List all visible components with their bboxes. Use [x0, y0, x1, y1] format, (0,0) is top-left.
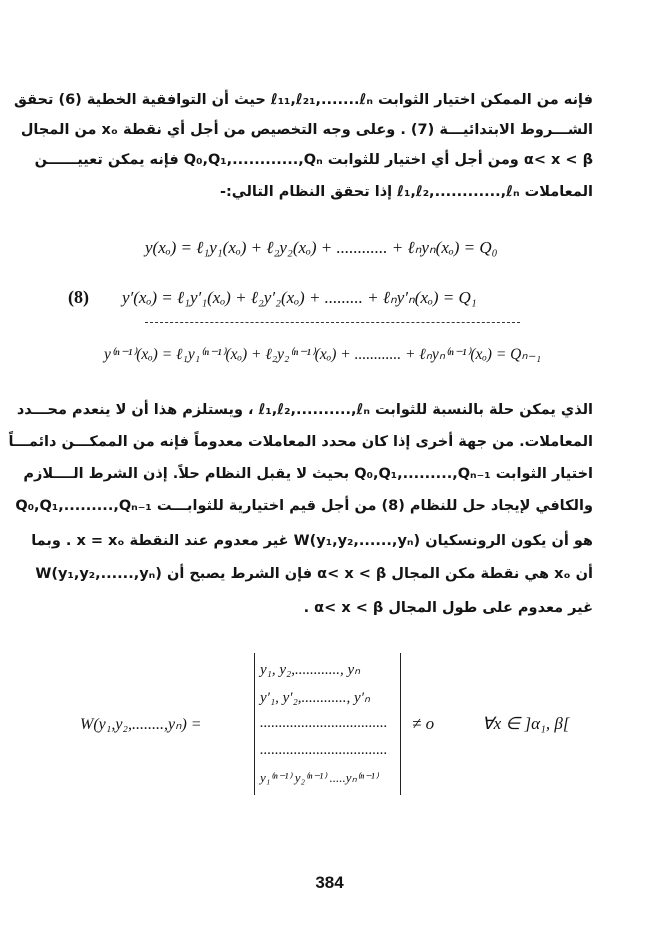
determinant-row-5: y₁⁽ⁿ⁻¹⁾ y₂⁽ⁿ⁻¹⁾ .....yₙ⁽ⁿ⁻¹⁾: [260, 770, 378, 785]
wronskian-lhs: W(y₁,y₂,........,yₙ) =: [80, 716, 202, 733]
determinant-row-4: ..................................: [260, 742, 388, 758]
paragraph2-line2: المعاملات. من جهة أخرى إذا كان محدد المعاملات معدوماً فإنه من الممكـــن دائمـــاً: [8, 434, 593, 450]
paragraph2-line7: غير معدوم على طول المجال α< x < β .: [303, 600, 593, 616]
determinant-row-1: y₁, y₂,............, yₙ: [260, 662, 361, 678]
paragraph1-line3: α< x < β ومن أجل أي اختيار للثوابت Q₀,Q₁,............,Qₙ فإنه يمكن تعييــــــن: [34, 152, 593, 168]
paragraph1-line1: فإنه من الممكن اختيار الثوابت ℓ₁₁,ℓ₂₁,.......ℓₙ حيث أن التوافقية الخطية (6) تحقق: [14, 92, 593, 108]
paragraph1-line4: المعاملات ℓ₁,ℓ₂,............,ℓₙ إذا تحقق النظام التالي:-: [219, 184, 593, 200]
paragraph2-line5: هو أن يكون الرونسكيان W(y₁,y₂,......,yₙ) غير معدوم عند النقطة x = xₒ . وبما: [31, 533, 593, 549]
not-equal-zero: ≠ o: [412, 714, 435, 733]
page-number: 384: [315, 873, 344, 892]
dashed-separator: [145, 322, 520, 323]
determinant-right-bar: [400, 653, 401, 795]
system-equation-3: y⁽ⁿ⁻¹⁾(xₒ) = ℓ₁y₁⁽ⁿ⁻¹⁾(xₒ) + ℓ₂y₂⁽ⁿ⁻¹⁾(xₒ) + ............ + ℓₙyₙ⁽ⁿ⁻¹⁾(xₒ) = Qₙ₋₁: [104, 346, 542, 363]
paragraph2-line1: الذي يمكن حلة بالنسبة للثوابت ℓ₁,ℓ₂,..........,ℓₙ ، ويستلزم هذا أن لا ينعدم محـــدد: [16, 402, 593, 418]
paragraph2-line6: أن xₒ هي نقطة مكن المجال α< x < β فإن الشرط يصبح أن W(y₁,y₂,......,yₙ): [35, 566, 593, 582]
determinant-row-2: y′₁, y′₂,............, y′ₙ: [260, 690, 370, 706]
domain-condition: ∀x ∈ ]α₁, β[: [482, 714, 570, 733]
system-equation-1: y(xₒ) = ℓ₁y₁(xₒ) + ℓ₂y₂(xₒ) + ............ + ℓₙyₙ(xₒ) = Q₀: [145, 238, 498, 257]
paragraph1-line2: الشـــروط الابتدائيـــة (7) . وعلى وجه التخصيص من أجل أي نقطة xₒ من المجال: [20, 122, 593, 138]
paragraph2-line3: اختيار الثوابت Q₀,Q₁,.........,Qₙ₋₁ بحيث لا يقبل النظام حلاً. إذن الشرط الــــلازم: [23, 466, 593, 482]
determinant-left-bar: [254, 653, 255, 795]
system-equation-2: y′(xₒ) = ℓ₁y′₁(xₒ) + ℓ₂y′₂(xₒ) + ......... + ℓₙy′ₙ(xₒ) = Q₁: [122, 288, 477, 307]
paragraph2-line4: والكافي لإيجاد حل للنظام (8) من أجل قيم اختيارية للثوابـــت Q₀,Q₁,.........,Qₙ₋₁: [15, 498, 593, 514]
determinant-row-3: ..................................: [260, 715, 388, 731]
system-tag: (8): [68, 287, 89, 307]
